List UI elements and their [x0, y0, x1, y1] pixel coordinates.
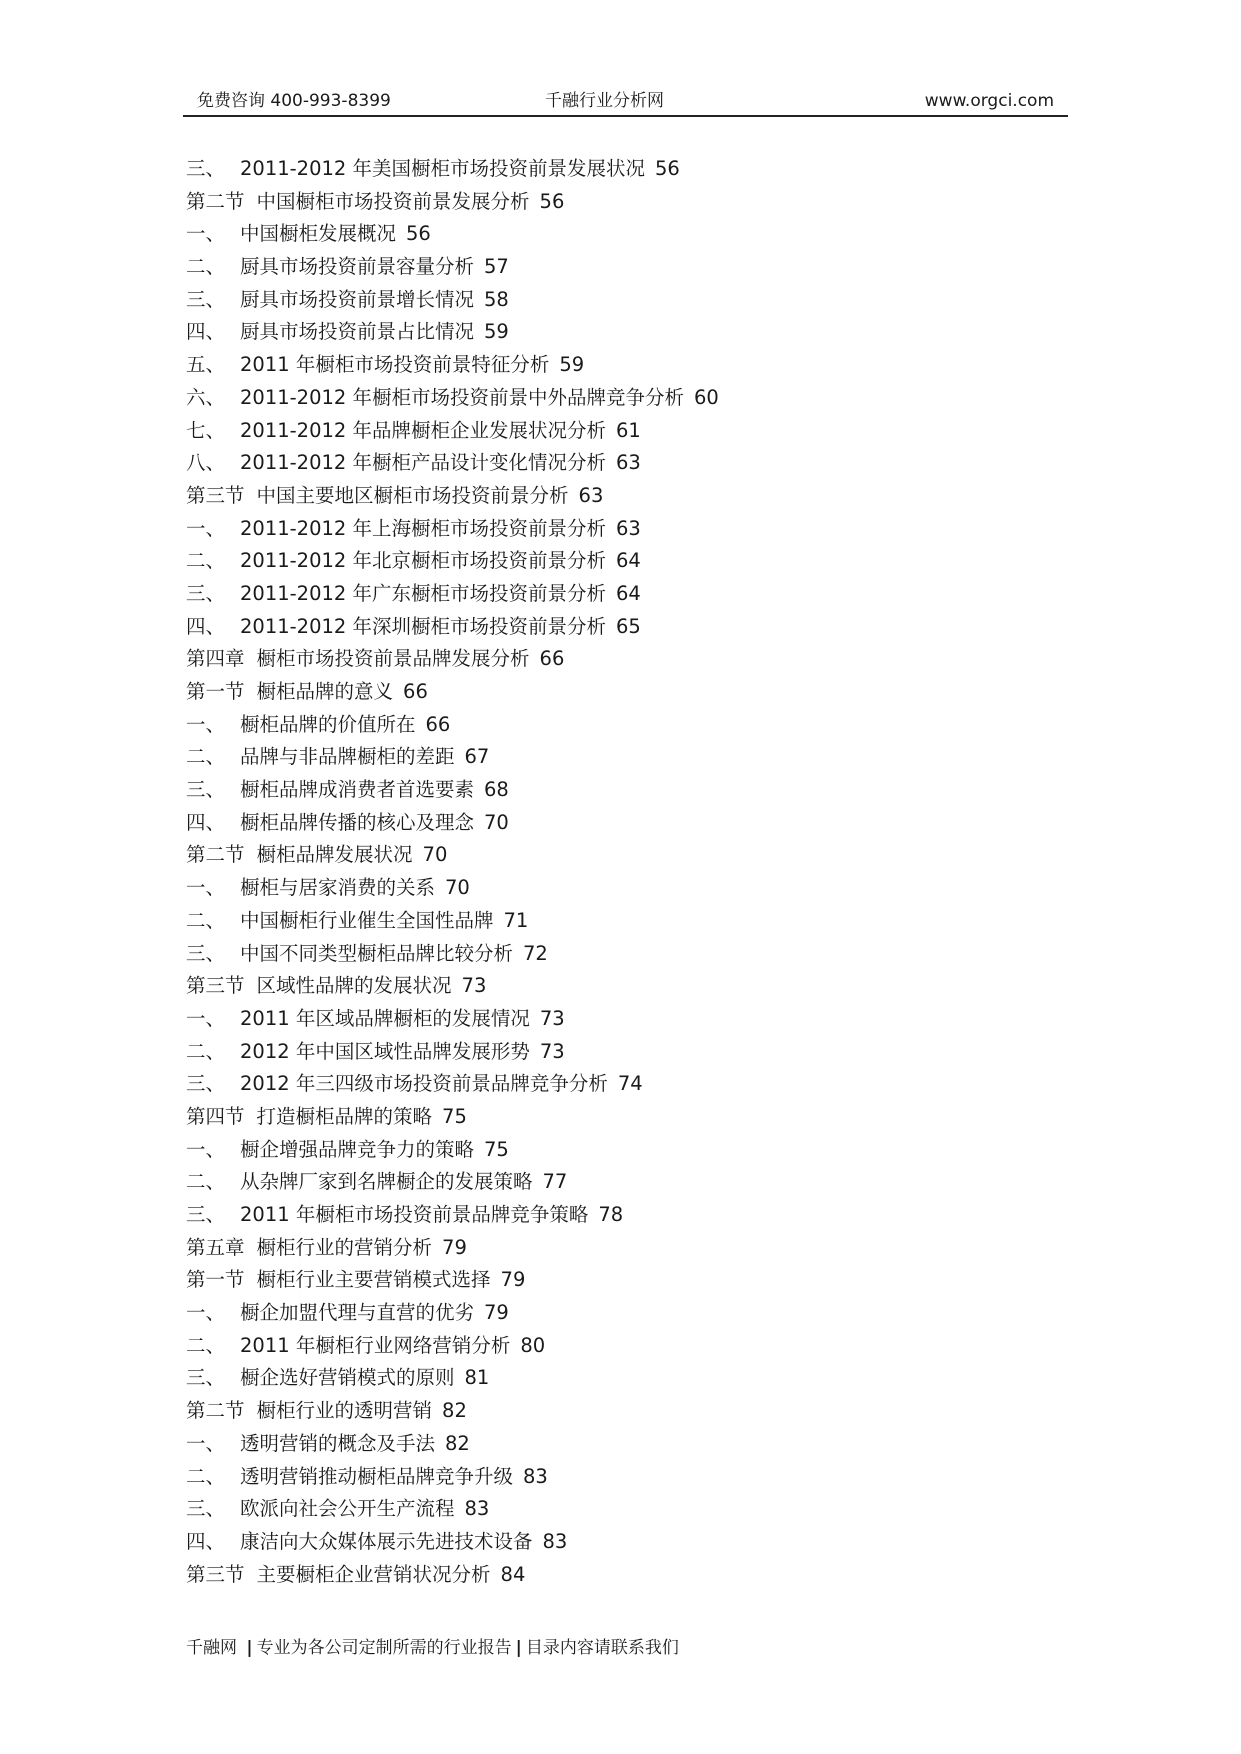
toc-marker: 一、 — [186, 1301, 226, 1325]
toc-title: 中国不同类型橱柜品牌比较分析 — [240, 941, 514, 965]
toc-section-entry[interactable] — [186, 1232, 1046, 1265]
toc-marker: 六、 — [186, 385, 226, 409]
toc-page-number: 64 — [616, 581, 641, 605]
toc-page-number: 82 — [442, 1399, 467, 1423]
toc-item-entry[interactable] — [186, 938, 1046, 971]
toc-marker: 三、 — [186, 157, 226, 180]
toc-item-entry[interactable] — [186, 1166, 1046, 1199]
toc-item-entry[interactable] — [186, 251, 1046, 284]
toc-marker: 三、 — [186, 581, 226, 605]
toc-title: 橱柜行业主要营销模式选择 — [256, 1268, 491, 1292]
toc-item-entry[interactable] — [186, 611, 1046, 644]
toc-marker: 一、 — [186, 876, 226, 900]
toc-marker: 三、 — [186, 1497, 226, 1521]
toc-title: 2011-2012 年广东橱柜市场投资前景分析 — [240, 581, 606, 605]
toc-item-entry[interactable] — [186, 284, 1046, 317]
toc-marker: 第三节 — [186, 1562, 245, 1586]
toc-title: 2011 年橱柜市场投资前景品牌竞争策略 — [240, 1203, 589, 1226]
toc-section-entry[interactable] — [186, 1101, 1046, 1134]
toc-item-entry[interactable] — [186, 1526, 1046, 1559]
toc-page-number: 82 — [445, 1431, 470, 1455]
toc-section-entry[interactable] — [186, 1264, 1046, 1297]
toc-title: 厨具市场投资前景占比情况 — [240, 320, 475, 344]
toc-item-entry[interactable] — [186, 1134, 1046, 1167]
toc-title: 2011-2012 年上海橱柜市场投资前景分析 — [240, 516, 606, 540]
toc-marker: 一、 — [186, 222, 226, 246]
toc-page-number: 64 — [616, 549, 641, 573]
toc-title: 橱柜行业的透明营销 — [256, 1399, 433, 1423]
toc-page-number: 83 — [523, 1464, 548, 1488]
toc-title: 橱企加盟代理与直营的优劣 — [240, 1301, 475, 1325]
toc-page-number: 84 — [500, 1562, 526, 1586]
header-divider — [183, 115, 1068, 117]
toc-marker: 第二节 — [186, 843, 245, 867]
toc-marker: 第一节 — [186, 680, 245, 703]
header-url[interactable]: www.orgci.com — [924, 91, 1054, 111]
toc-page-number: 66 — [539, 647, 565, 671]
toc-marker: 第二节 — [186, 1399, 245, 1423]
toc-title: 橱柜行业的营销分析 — [256, 1235, 433, 1259]
toc-title: 厨具市场投资前景容量分析 — [240, 255, 475, 279]
toc-page-number: 58 — [484, 287, 509, 311]
toc-item-entry[interactable] — [186, 1297, 1046, 1330]
toc-marker: 第四节 — [186, 1104, 245, 1128]
toc-marker: 三、 — [186, 1366, 226, 1390]
toc-title: 橱柜市场投资前景品牌发展分析 — [256, 647, 530, 671]
toc-marker: 二、 — [186, 1333, 226, 1357]
toc-item-entry[interactable] — [186, 382, 1046, 415]
toc-title: 主要橱柜企业营销状况分析 — [256, 1562, 491, 1586]
footer-separator: | — [515, 1638, 522, 1658]
toc-section-entry[interactable] — [186, 643, 1046, 676]
toc-page-number: 70 — [445, 876, 470, 900]
toc-item-entry[interactable] — [186, 807, 1046, 840]
toc-marker: 二、 — [186, 1039, 226, 1063]
toc-section-entry[interactable] — [186, 1559, 1046, 1592]
toc-page-number: 83 — [542, 1529, 568, 1553]
toc-marker: 四、 — [186, 320, 226, 344]
toc-marker: 第二节 — [186, 189, 245, 213]
toc-item-entry[interactable] — [186, 1003, 1046, 1036]
toc-page-number: 81 — [464, 1366, 490, 1390]
toc-item-entry[interactable] — [186, 415, 1046, 448]
toc-item-entry[interactable] — [186, 1199, 1046, 1232]
toc-page-number: 61 — [616, 418, 641, 442]
footer-separator: | — [246, 1638, 253, 1658]
toc-item-entry[interactable] — [186, 513, 1046, 546]
toc-title: 中国主要地区橱柜市场投资前景分析 — [256, 483, 569, 507]
toc-title: 橱柜品牌成消费者首选要素 — [240, 778, 475, 802]
toc-section-entry[interactable] — [186, 676, 1046, 709]
toc-marker: 四、 — [186, 614, 226, 638]
toc-page-number: 77 — [542, 1170, 568, 1194]
toc-item-entry[interactable] — [186, 578, 1046, 611]
toc-marker: 三、 — [186, 778, 226, 802]
toc-marker: 第一节 — [186, 1268, 245, 1292]
toc-page-number: 56 — [539, 189, 565, 213]
toc-item-entry[interactable] — [186, 316, 1046, 349]
toc-title: 橱柜与居家消费的关系 — [240, 876, 436, 900]
toc-item-entry[interactable] — [186, 1493, 1046, 1526]
toc-title: 2011 年区域品牌橱柜的发展情况 — [240, 1006, 530, 1030]
toc-marker: 第四章 — [186, 647, 245, 671]
toc-title: 2012 年三四级市场投资前景品牌竞争分析 — [240, 1072, 608, 1096]
toc-title: 中国橱柜行业催生全国性品牌 — [240, 908, 494, 932]
toc-title: 橱柜品牌的价值所在 — [240, 712, 416, 736]
toc-marker: 第三节 — [186, 974, 245, 998]
toc-marker: 三、 — [186, 941, 226, 965]
toc-page-number: 75 — [484, 1137, 509, 1161]
toc-item-entry[interactable] — [186, 1362, 1046, 1395]
toc-title: 2011 年橱柜行业网络营销分析 — [240, 1333, 511, 1357]
toc-page-number: 57 — [484, 255, 509, 279]
toc-title: 2011-2012 年橱柜市场投资前景中外品牌竞争分析 — [240, 385, 684, 409]
toc-section-entry[interactable] — [186, 970, 1046, 1003]
toc-marker: 二、 — [186, 908, 226, 932]
toc-title: 2011-2012 年美国橱柜市场投资前景发展状况 — [240, 157, 645, 180]
table-of-contents — [186, 153, 1046, 1591]
toc-title: 2011-2012 年北京橱柜市场投资前景分析 — [240, 549, 606, 573]
toc-title: 橱柜品牌传播的核心及理念 — [240, 810, 475, 834]
footer-contact-note: 目录内容请联系我们 — [525, 1638, 679, 1658]
header-site-name: 千融行业分析网 — [545, 91, 664, 111]
toc-marker: 一、 — [186, 712, 226, 736]
toc-marker: 八、 — [186, 451, 226, 475]
toc-marker: 二、 — [186, 745, 226, 769]
toc-item-entry[interactable] — [186, 1330, 1046, 1363]
toc-marker: 一、 — [186, 1431, 226, 1455]
toc-item-entry[interactable] — [186, 905, 1046, 938]
toc-title: 透明营销的概念及手法 — [240, 1431, 436, 1455]
toc-title: 欧派向社会公开生产流程 — [240, 1497, 455, 1521]
toc-title: 区域性品牌的发展状况 — [256, 974, 452, 998]
toc-title: 2011-2012 年深圳橱柜市场投资前景分析 — [240, 614, 606, 638]
toc-title: 2011 年橱柜市场投资前景特征分析 — [240, 353, 550, 377]
toc-item-entry[interactable] — [186, 1461, 1046, 1494]
toc-page-number: 80 — [520, 1333, 546, 1357]
toc-item-entry[interactable] — [186, 447, 1046, 480]
page-header — [183, 88, 1068, 114]
toc-page-number: 63 — [616, 451, 641, 475]
toc-item-entry[interactable] — [186, 349, 1046, 382]
header-phone: 免费咨询 400-993-8399 — [197, 91, 391, 111]
toc-page-number: 59 — [484, 320, 509, 344]
footer-brand: 千融网 — [186, 1638, 237, 1658]
toc-title: 2012 年中国区域性品牌发展形势 — [240, 1039, 530, 1063]
toc-item-entry[interactable] — [186, 218, 1046, 251]
toc-page-number: 79 — [500, 1268, 526, 1292]
toc-marker: 二、 — [186, 255, 226, 279]
toc-marker: 二、 — [186, 549, 226, 573]
toc-page-number: 60 — [694, 385, 719, 409]
toc-title: 2011-2012 年橱柜产品设计变化情况分析 — [240, 451, 606, 475]
toc-page-number: 73 — [461, 974, 487, 998]
toc-page-number: 65 — [616, 614, 641, 638]
toc-item-entry[interactable] — [186, 1036, 1046, 1069]
toc-page-number: 79 — [484, 1301, 509, 1325]
toc-page-number: 74 — [617, 1072, 643, 1096]
toc-marker: 四、 — [186, 1529, 226, 1553]
page-footer — [186, 1635, 679, 1661]
toc-item-entry[interactable] — [186, 1068, 1046, 1101]
toc-marker: 三、 — [186, 1203, 226, 1226]
toc-marker: 一、 — [186, 1006, 226, 1030]
toc-page-number: 59 — [559, 353, 585, 377]
toc-page-number: 66 — [403, 680, 428, 703]
toc-item-entry[interactable] — [186, 545, 1046, 578]
toc-page-number: 56 — [406, 222, 431, 246]
toc-item-entry[interactable] — [186, 1428, 1046, 1461]
toc-title: 橱企增强品牌竞争力的策略 — [240, 1137, 475, 1161]
toc-page-number: 78 — [598, 1203, 624, 1226]
footer-slogan: 专业为各公司定制所需的行业报告 — [256, 1638, 512, 1658]
toc-page-number: 67 — [464, 745, 490, 769]
toc-title: 中国橱柜市场投资前景发展分析 — [256, 189, 530, 213]
toc-item-entry[interactable] — [186, 774, 1046, 807]
toc-title: 康洁向大众媒体展示先进技术设备 — [240, 1529, 533, 1553]
toc-marker: 七、 — [186, 418, 226, 442]
toc-page-number: 73 — [539, 1039, 565, 1063]
toc-page-number: 72 — [523, 941, 548, 965]
toc-page-number: 70 — [422, 843, 448, 867]
toc-page-number: 73 — [539, 1006, 565, 1030]
toc-marker: 三、 — [186, 287, 226, 311]
toc-marker: 一、 — [186, 516, 226, 540]
toc-page-number: 63 — [578, 483, 604, 507]
toc-marker: 四、 — [186, 810, 226, 834]
toc-marker: 五、 — [186, 353, 226, 377]
toc-title: 从杂牌厂家到名牌橱企的发展策略 — [240, 1170, 533, 1194]
toc-section-entry[interactable] — [186, 1395, 1046, 1428]
toc-title: 橱企选好营销模式的原则 — [240, 1366, 455, 1390]
toc-page-number: 56 — [655, 157, 680, 180]
toc-page-number: 75 — [442, 1104, 467, 1128]
toc-page-number: 66 — [425, 712, 451, 736]
toc-page-number: 63 — [616, 516, 641, 540]
toc-section-entry[interactable] — [186, 186, 1046, 219]
toc-marker: 二、 — [186, 1464, 226, 1488]
toc-title: 透明营销推动橱柜品牌竞争升级 — [240, 1464, 514, 1488]
toc-item-entry[interactable] — [186, 709, 1046, 742]
toc-title: 橱柜品牌发展状况 — [256, 843, 413, 867]
toc-item-entry[interactable] — [186, 872, 1046, 905]
toc-item-entry[interactable] — [186, 153, 1046, 186]
toc-page-number: 79 — [442, 1235, 467, 1259]
toc-marker: 三、 — [186, 1072, 226, 1096]
toc-title: 橱柜品牌的意义 — [256, 680, 394, 703]
toc-marker: 二、 — [186, 1170, 226, 1194]
toc-page-number: 83 — [464, 1497, 490, 1521]
toc-section-entry[interactable] — [186, 839, 1046, 872]
toc-page-number: 70 — [484, 810, 509, 834]
toc-title: 2011-2012 年品牌橱柜企业发展状况分析 — [240, 418, 606, 442]
toc-title: 中国橱柜发展概况 — [240, 222, 397, 246]
toc-title: 厨具市场投资前景增长情况 — [240, 287, 475, 311]
toc-title: 打造橱柜品牌的策略 — [256, 1104, 433, 1128]
toc-marker: 第三节 — [186, 483, 245, 507]
toc-title: 品牌与非品牌橱柜的差距 — [240, 745, 455, 769]
toc-item-entry[interactable] — [186, 741, 1046, 774]
toc-section-entry[interactable] — [186, 480, 1046, 513]
toc-marker: 第五章 — [186, 1235, 245, 1259]
toc-page-number: 71 — [503, 908, 529, 932]
toc-page-number: 68 — [484, 778, 509, 802]
toc-marker: 一、 — [186, 1137, 226, 1161]
